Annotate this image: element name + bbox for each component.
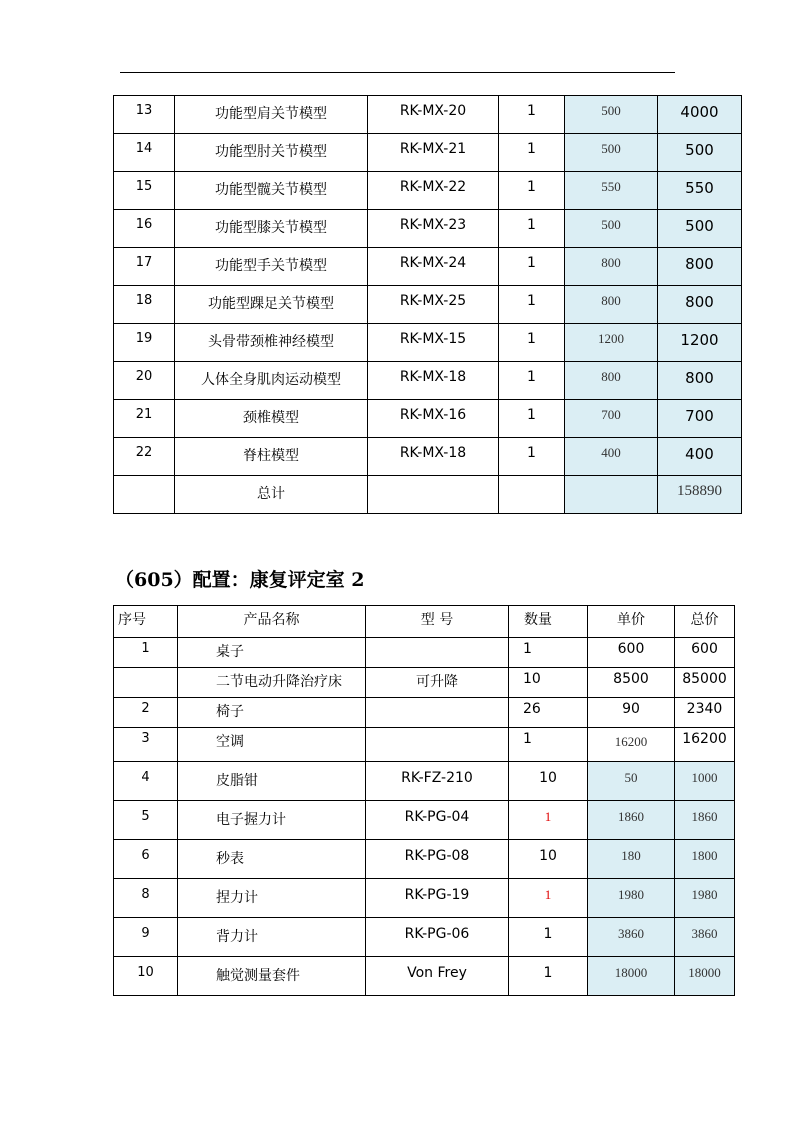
header-qty: 数量 [509, 606, 588, 638]
model-number: RK-MX-23 [368, 210, 499, 248]
row-number: 21 [114, 400, 175, 438]
unit-price: 800 [565, 248, 658, 286]
table-row [114, 96, 742, 134]
model-number [368, 476, 499, 514]
table-row [114, 324, 742, 362]
model-number: RK-FZ-210 [366, 762, 509, 801]
model-number [366, 638, 509, 668]
total-label: 总计 [175, 476, 368, 514]
model-number: RK-MX-18 [368, 362, 499, 400]
unit-price: 600 [588, 638, 675, 668]
total-row [114, 476, 742, 514]
unit-price: 550 [565, 172, 658, 210]
unit-price: 50 [588, 762, 675, 801]
product-name: 电子握力计 [178, 801, 366, 840]
unit-price: 1200 [565, 324, 658, 362]
total-price: 1200 [658, 324, 742, 362]
table-row [114, 362, 742, 400]
row-number: 13 [114, 96, 175, 134]
product-name: 功能型膝关节模型 [175, 210, 368, 248]
header-total-price: 总价 [675, 606, 735, 638]
total-price: 3860 [675, 918, 735, 957]
quantity: 1 [499, 438, 565, 476]
product-name: 背力计 [178, 918, 366, 957]
unit-price: 700 [565, 400, 658, 438]
quantity: 26 [509, 698, 588, 728]
quantity: 1 [509, 638, 588, 668]
total-price: 800 [658, 248, 742, 286]
quantity [499, 476, 565, 514]
row-number: 19 [114, 324, 175, 362]
unit-price: 500 [565, 210, 658, 248]
table-row [114, 286, 742, 324]
model-number: RK-PG-04 [366, 801, 509, 840]
section-title: （605）配置：康复评定室 2 [115, 569, 365, 591]
product-name: 触觉测量套件 [178, 957, 366, 996]
table-row [114, 728, 735, 762]
model-number: RK-MX-25 [368, 286, 499, 324]
unit-price: 18000 [588, 957, 675, 996]
unit-price: 800 [565, 362, 658, 400]
model-number: RK-MX-15 [368, 324, 499, 362]
model-number: RK-MX-20 [368, 96, 499, 134]
table-row [114, 438, 742, 476]
quantity: 1 [499, 134, 565, 172]
unit-price: 180 [588, 840, 675, 879]
table-row [114, 134, 742, 172]
total-price: 18000 [675, 957, 735, 996]
total-price: 1980 [675, 879, 735, 918]
quantity: 1 [499, 248, 565, 286]
row-number [114, 668, 178, 698]
row-number: 10 [114, 957, 178, 996]
product-name: 功能型髋关节模型 [175, 172, 368, 210]
table-row [114, 172, 742, 210]
table-row [114, 879, 735, 918]
unit-price: 1860 [588, 801, 675, 840]
model-number: RK-MX-16 [368, 400, 499, 438]
table-row [114, 762, 735, 801]
table-row [114, 801, 735, 840]
row-number: 18 [114, 286, 175, 324]
model-number: RK-PG-08 [366, 840, 509, 879]
quantity: 1 [499, 362, 565, 400]
rehab-assessment-room-table [113, 605, 735, 996]
total-price: 2340 [675, 698, 735, 728]
row-number: 6 [114, 840, 178, 879]
row-number: 14 [114, 134, 175, 172]
row-number: 17 [114, 248, 175, 286]
row-number: 16 [114, 210, 175, 248]
unit-price: 800 [565, 286, 658, 324]
model-number: 可升降 [366, 668, 509, 698]
unit-price: 8500 [588, 668, 675, 698]
unit-price: 3860 [588, 918, 675, 957]
model-number: RK-MX-21 [368, 134, 499, 172]
product-name: 功能型踝足关节模型 [175, 286, 368, 324]
quantity: 1 [509, 957, 588, 996]
row-number: 22 [114, 438, 175, 476]
equipment-table-continued [113, 95, 742, 514]
quantity: 1 [509, 918, 588, 957]
row-number: 20 [114, 362, 175, 400]
unit-price: 500 [565, 96, 658, 134]
total-price: 500 [658, 210, 742, 248]
table-row [114, 840, 735, 879]
quantity: 1 [509, 728, 588, 762]
row-number: 8 [114, 879, 178, 918]
unit-price: 500 [565, 134, 658, 172]
quantity: 1 [499, 400, 565, 438]
table-row [114, 400, 742, 438]
table-header-row [114, 606, 735, 638]
product-name: 皮脂钳 [178, 762, 366, 801]
table-row [114, 918, 735, 957]
header-name: 产品名称 [178, 606, 366, 638]
quantity: 10 [509, 668, 588, 698]
total-price: 1800 [675, 840, 735, 879]
total-price: 400 [658, 438, 742, 476]
table-row [114, 668, 735, 698]
row-number: 15 [114, 172, 175, 210]
header-rule [120, 72, 675, 73]
grand-total: 158890 [658, 476, 742, 514]
quantity: 1 [509, 879, 588, 918]
total-price: 800 [658, 286, 742, 324]
quantity: 1 [499, 286, 565, 324]
row-number: 3 [114, 728, 178, 762]
row-number: 1 [114, 638, 178, 668]
table-row [114, 638, 735, 668]
product-name: 捏力计 [178, 879, 366, 918]
table-row [114, 957, 735, 996]
unit-price: 90 [588, 698, 675, 728]
row-number [114, 476, 175, 514]
table-row [114, 248, 742, 286]
header-model: 型 号 [366, 606, 509, 638]
quantity: 1 [499, 210, 565, 248]
model-number: RK-PG-06 [366, 918, 509, 957]
total-price: 85000 [675, 668, 735, 698]
product-name: 功能型肩关节模型 [175, 96, 368, 134]
product-name: 秒表 [178, 840, 366, 879]
product-name: 颈椎模型 [175, 400, 368, 438]
quantity: 1 [499, 96, 565, 134]
quantity: 1 [509, 801, 588, 840]
product-name: 头骨带颈椎神经模型 [175, 324, 368, 362]
row-number: 2 [114, 698, 178, 728]
total-price: 800 [658, 362, 742, 400]
product-name: 桌子 [178, 638, 366, 668]
row-number: 5 [114, 801, 178, 840]
quantity: 10 [509, 762, 588, 801]
total-price: 500 [658, 134, 742, 172]
total-price: 600 [675, 638, 735, 668]
model-number [366, 698, 509, 728]
product-name: 脊柱模型 [175, 438, 368, 476]
model-number [366, 728, 509, 762]
total-price: 4000 [658, 96, 742, 134]
unit-price: 400 [565, 438, 658, 476]
unit-price: 1980 [588, 879, 675, 918]
total-price: 550 [658, 172, 742, 210]
table-row [114, 698, 735, 728]
quantity: 1 [499, 172, 565, 210]
product-name: 人体全身肌肉运动模型 [175, 362, 368, 400]
quantity: 10 [509, 840, 588, 879]
product-name: 功能型手关节模型 [175, 248, 368, 286]
row-number: 9 [114, 918, 178, 957]
model-number: Von Frey [366, 957, 509, 996]
product-name: 功能型肘关节模型 [175, 134, 368, 172]
model-number: RK-MX-18 [368, 438, 499, 476]
quantity: 1 [499, 324, 565, 362]
table-row [114, 210, 742, 248]
total-price: 700 [658, 400, 742, 438]
unit-price [565, 476, 658, 514]
model-number: RK-MX-22 [368, 172, 499, 210]
header-no: 序号 [114, 606, 178, 638]
model-number: RK-PG-19 [366, 879, 509, 918]
total-price: 1860 [675, 801, 735, 840]
product-name: 二节电动升降治疗床 [178, 668, 366, 698]
unit-price: 16200 [588, 728, 675, 762]
product-name: 空调 [178, 728, 366, 762]
product-name: 椅子 [178, 698, 366, 728]
total-price: 16200 [675, 728, 735, 762]
header-unit-price: 单价 [588, 606, 675, 638]
model-number: RK-MX-24 [368, 248, 499, 286]
row-number: 4 [114, 762, 178, 801]
total-price: 1000 [675, 762, 735, 801]
